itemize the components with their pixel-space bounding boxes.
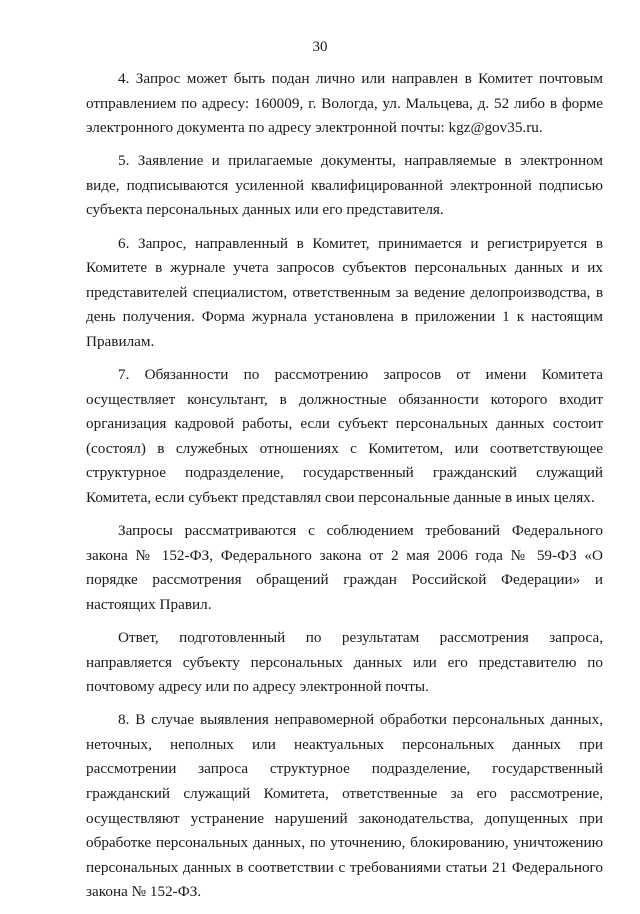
paragraph-requests-review: Запросы рассматриваются с соблюдением требований Федерального закона № 152-ФЗ, Федерального закона от 2 мая 2006 года № 59-ФЗ «О порядке рассмотрения обращений граждан Российской Федерации» и настоящих Правил. xyxy=(86,522,603,613)
paragraph-item-7: 7. Обязанности по рассмотрению запросов от имени Комитета осуществляет консультант, в должностные обязанности которого входит организация кадровой работы, если субъект персональных данных состоит (состоял) в служебных отношениях с Комитетом, или соответствующее структурное подразделение, государственный гражданский служащий Комитета, если субъект представлял свои персональные данные в иных целях. xyxy=(86,366,603,506)
paragraph-item-4: 4. Запрос может быть подан лично или направлен в Комитет почтовым отправлением по адресу: 160009, г. Вологда, ул. Мальцева, д. 52 либо в форме электронного документа по адресу электронной почты: kgz@gov35.ru. xyxy=(86,70,603,137)
paragraph-item-6: 6. Запрос, направленный в Комитет, принимается и регистрируется в Комитете в журнале учета запросов субъектов персональных данных и их представителей специалистом, ответственным за ведение делопроизводства, в день получения. Форма журнала установлена в приложении 1 к настоящим Правилам. xyxy=(86,234,603,350)
paragraph-item-8: 8. В случае выявления неправомерной обработки персональных данных, неточных, неполных или неактуальных персональных данных при рассмотрении запроса структурное подразделение, государственный гражданский служащий Комитета, ответственные за его рассмотрение, осуществляют устранение нарушений законодательства, допущенных при обработке персональных данных, по уточнению, блокированию, уничтожению персональных данных в соответствии с требованиями статьи 21 Федерального закона № 152-ФЗ. xyxy=(86,711,603,901)
page-number: 30 xyxy=(312,39,328,55)
document-body xyxy=(86,67,603,914)
paragraph-item-5: 5. Заявление и прилагаемые документы, направляемые в электронном виде, подписываются усиленной квалифицированной электронной подписью субъекта персональных данных или его представителя. xyxy=(86,152,603,219)
paragraph-response: Ответ, подготовленный по результатам рассмотрения запроса, направляется субъекту персональных данных или его представителю по почтовому адресу или по адресу электронной почты. xyxy=(86,628,603,696)
